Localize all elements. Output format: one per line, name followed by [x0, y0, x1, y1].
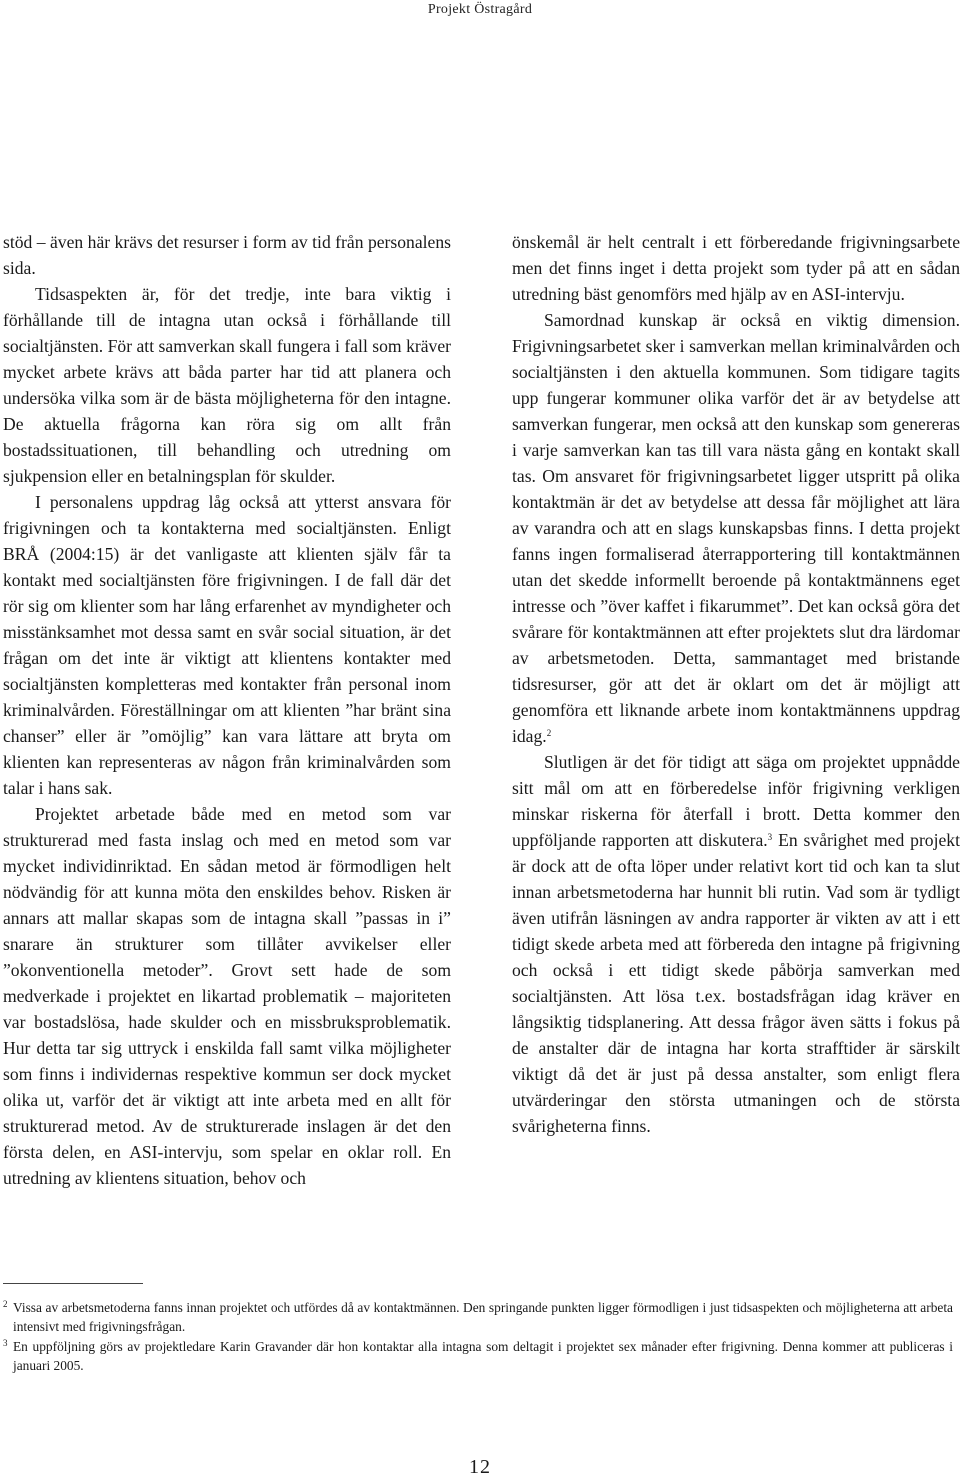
- footnote-ref-2[interactable]: 2: [546, 728, 552, 738]
- footnote-text: Vissa av arbetsmetoderna fanns innan projektet och utfördes då av kontaktmännen. Den springande punkten ligger förmodligen i just tidsaspekten och möjligheterna att arbeta intensivt med frigivningsfrågan.: [13, 1300, 953, 1334]
- right-paragraph-2: [512, 307, 960, 749]
- footnote-number: 3: [3, 1338, 8, 1348]
- left-column: [3, 229, 451, 1191]
- left-paragraph-1: stöd – även här krävs det resurser i form av tid från personalens sida.: [3, 232, 451, 278]
- left-paragraph-2: Tidsaspekten är, för det tredje, inte bara viktig i förhållande till de intagna utan också i förhållande till socialtjänsten. För att samverkan skall fungera i fall som kräver mycket arbete krävs att båda parter har tid att planera och undersöka vilka som är de bästa möjligheterna för den intagne. De aktuella frågorna kan röra sig om allt från bostadssituationen, till behandling och utredning om sjukpension eller en betalningsplan för skulder.: [3, 284, 451, 486]
- running-head: Projekt Östragård: [427, 2, 533, 17]
- footnote: [3, 1337, 953, 1375]
- right-paragraph-3-text-b: En svårighet med projekt är dock att de ofta löper under relativt kort tid och kan ta slut innan arbetsmetoderna har hunnit bli rutin. Vad som är tydligt även utifrån läsningen av andra rapporter är vikten av att i ett tidigt skede arbeta med att förbereda den intagne på frigivning och också i ett tidigt skede påbörja samverkan med socialtjänsten. Att lösa t.ex. bostadsfrågan idag kräver en långsiktig tidsplanering. Att dessa frågor även sätts i fokus på de anstalter där de intagna har korta strafftider är särskilt viktigt då det är just på dessa anstalter, som enligt flera utvärderingar den största utmaningen och de största svårigheterna finns.: [512, 830, 960, 1136]
- footnote: [3, 1298, 953, 1336]
- footnote-divider: [3, 1283, 143, 1284]
- right-column: [512, 229, 960, 1139]
- right-paragraph-2-text: Samordnad kunskap är också en viktig dimension. Frigivningsarbetet sker i samverkan mellan kriminalvården och socialtjänsten i den aktuella kommunen. Som tidigare tagits upp fungerar kommuner olika varför det är av betydelse att samverkan fungerar, men också att den kunskap som genereras i varje samverkan kan tas till vara nästa gång en kontakt skall tas. Om ansvaret för frigivningsarbetet ligger utspritt på olika kontaktmän är det av betydelse att dessa får möjlighet att lära av varandra och att en slags kunskapsbas finns. I detta projekt fanns ingen formaliserad återrapportering till kontaktmännen utan det skedde informellt beroende på kontaktmännens eget intresse och ”över kaffet i fikarummet”. Det kan också göra det svårare för kontaktmännen att efter projektets slut dra lärdomar av arbetsmetoden. Detta, sammantaget med bristande tidsresurser, gör att det är oklart om det är möjligt att genomföra ett liknande arbete inom kontaktmännens uppdrag idag.: [512, 310, 960, 746]
- footnote-number: 2: [3, 1299, 8, 1309]
- footnote-text: En uppföljning görs av projektledare Karin Gravander där hon kontaktar alla intagna som deltagit i projektet sex månader efter frigivning. Denna kommer att publiceras i januari 2005.: [13, 1339, 953, 1373]
- footnote-ref-3[interactable]: 3: [767, 832, 773, 842]
- right-paragraph-3-text-a: Slutligen är det för tidigt att säga om projektet uppnådde sitt mål om att en förberedelse inför frigivning verkligen minskar riskerna för återfall i brott. Detta kommer den uppföljande rapporten att diskutera.: [512, 752, 960, 850]
- page-number: 12: [469, 1456, 491, 1478]
- footnotes: [3, 1298, 953, 1376]
- right-paragraph-3: [512, 749, 960, 1139]
- right-paragraph-1: önskemål är helt centralt i ett förberedande frigivningsarbete men det finns inget i detta projekt som tyder på att en sådan utredning bäst genomförs med hjälp av en ASI-intervju.: [512, 232, 960, 304]
- left-paragraph-3: I personalens uppdrag låg också att ytterst ansvara för frigivningen och ta kontakterna med socialtjänsten. Enligt BRÅ (2004:15) är det vanligaste att klienten själv får ta kontakt med socialtjänsten före frigivningen. I de fall där det rör sig om klienter som har lång erfarenhet av myndigheter och misstänksamhet mot dessa samt en svår social situation, är det frågan om det inte är viktigt att klientens kontakter med socialtjänsten kompletteras med kontakter från personal inom kriminalvården. Föreställningar om att klienten ”har bränt sina chanser” eller är ”omöjlig” kan vara lättare att bryta om klienten kan representeras av någon från kriminalvården som talar i hans sak.: [3, 492, 451, 798]
- left-paragraph-4: Projektet arbetade både med en metod som var strukturerad med fasta inslag och med en metod som var mycket individinriktad. En sådan metod är förmodligen helt nödvändig för att kunna möta den enskildes behov. Risken är annars att mallar skapas som de intagna skall ”passas in i” snarare än strukturer som tillåter avvikelser eller ”okonventionella metoder”. Grovt sett hade de som medverkade i projektet en likartad problematik – majoriteten var bostadslösa, hade skulder och en missbruksproblematik. Hur detta tar sig uttryck i enskilda fall samt vilka möjligheter som finns i individernas respektive kommun ser dock mycket olika ut, varför det är viktigt att inte arbeta med en allt för strukturerad metod. Av de strukturerade inslagen är det den första delen, en ASI-intervju, som spelar en oklar roll. En utredning av klientens situation, behov och: [3, 804, 451, 1188]
